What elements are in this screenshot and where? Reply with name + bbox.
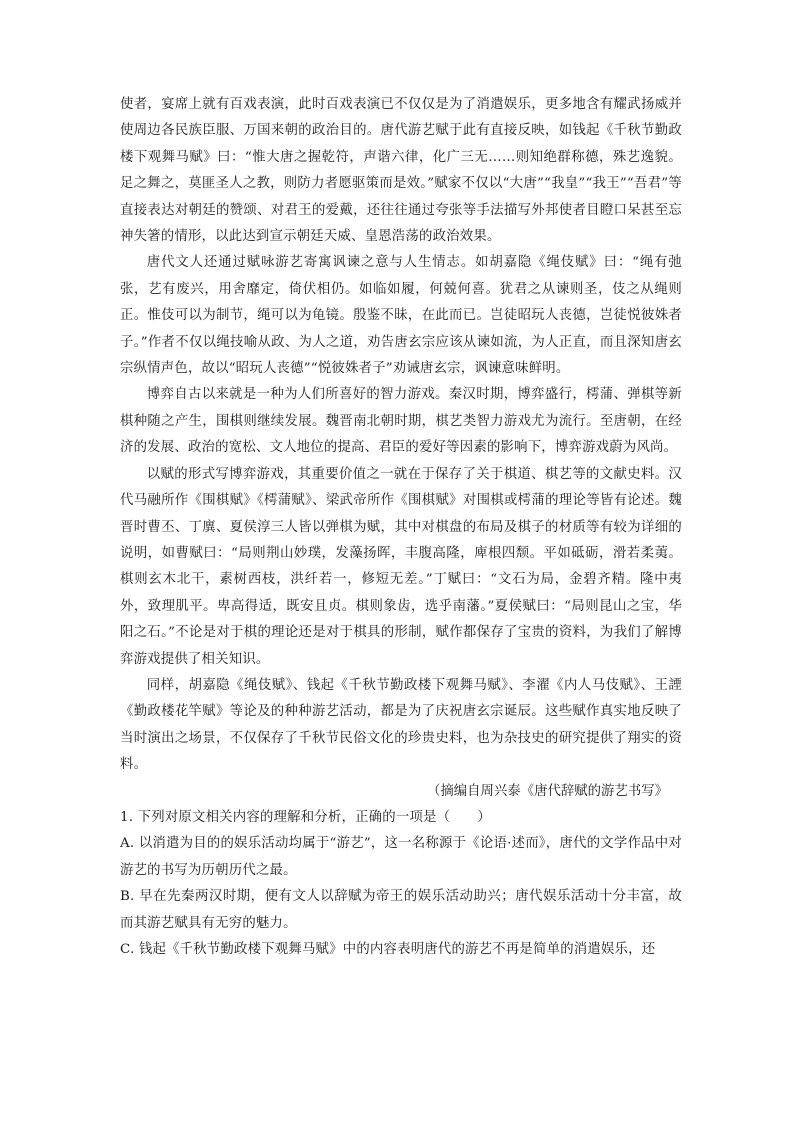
article-paragraph-5: 同样，胡嘉隐《绳伎赋》、钱起《千秋节勤政楼下观舞马赋》、李濯《内人马伎赋》、王諲《勤政楼花竿赋》等论及的种种游艺活动，都是为了庆祝唐玄宗诞辰。这些赋作真实地反映了当时演出之场景，不仅保存了千秋节民俗文化的珍贵史料，也为杂技史的研究提供了翔实的资料。 xyxy=(120,677,682,773)
question-stem: 1. 下列对原文相关内容的理解和分析，正确的一项是（ ） xyxy=(120,809,491,825)
article-source-citation: （摘编自周兴泰《唐代辞赋的游艺书写》 xyxy=(426,783,668,799)
article-paragraph-3: 博弈自古以来就是一种为人们所喜好的智力游戏。秦汉时期，博弈盛行，樗蒲、弹棋等新棋种随之产生，围棋则继续发展。魏晋南北朝时期，棋艺类智力游戏尤为流行。至唐朝，在经济的发展、政治的宽松、文人地位的提高、君臣的爱好等因素的影响下，博弈游戏蔚为风尚。 xyxy=(120,387,682,456)
article-body xyxy=(120,92,682,805)
question-option-a: A. 以消遣为目的的娱乐活动均属于“游艺”，这一名称源于《论语·述而》，唐代的文学作品中对游艺的书写为历朝历代之最。 xyxy=(120,836,682,878)
article-paragraph-2: 唐代文人还通过赋咏游艺寄寓讽谏之意与人生情志。如胡嘉隐《绳伎赋》曰：“绳有弛张，艺有废兴，用舍靡定，倚伏相仍。如临如履，何兢何喜。犹君之从谏则圣，伎之从绳则正。惟伎可以为制节，绳可以为龟镜。殷鉴不昧，在此而已。岂徒昭玩人丧德，岂徒悦彼姝者子。”作者不仅以绳技喻从政、为人之道，劝告唐玄宗应该从谏如流，为人正直，而且深知唐玄宗纵情声色，故以“昭玩人丧德”“悦彼姝者子”劝诫唐玄宗，讽谏意味鲜明。 xyxy=(120,255,682,377)
question-option-c: C. 钱起《千秋节勤政楼下观舞马赋》中的内容表明唐代的游艺不再是简单的消遣娱乐，还 xyxy=(120,942,656,957)
question-block xyxy=(120,805,682,963)
document-page xyxy=(120,92,682,963)
article-paragraph-1: 使者，宴席上就有百戏表演，此时百戏表演已不仅仅是为了消遣娱乐，更多地含有耀武扬威并使周边各民族臣服、万国来朝的政治目的。唐代游艺赋于此有直接反映，如钱起《千秋节勤政楼下观舞马赋》曰：“惟大唐之握乾符，声谐六律，化广三无……则知绝群称德，殊艺逸貌。足之舞之，莫匪圣人之教，则防力者愿驱策而是效。”赋家不仅以“大唐”“我皇”“我王”“吾君”等直接表达对朝廷的赞颂、对君王的爱戴，还往往通过夸张等手法描写外邦使者目瞪口呆甚至忘神失箸的情形，以此达到宣示朝廷天威、皇恩浩荡的政治效果。 xyxy=(120,97,682,245)
article-paragraph-4: 以赋的形式写博弈游戏，其重要价值之一就在于保存了关于棋道、棋艺等的文献史料。汉代马融所作《围棋赋》《樗蒲赋》、梁武帝所作《围棋赋》对围棋或樗蒲的理论等皆有论述。魏晋时曹丕、丁廙、夏侯淳三人皆以弹棋为赋，其中对棋盘的布局及棋子的材质等有较为详细的说明，如曹赋曰：“局则荆山妙璞，发藻扬晖，丰腹高隆，庳根四颓。平如砥砺，滑若柔荑。棋则玄木北干，素树西枝，洪纤若一，修短无差。”丁赋曰：“文石为局，金碧齐精。隆中夷外，致理肌平。卑高得适，既安且贞。棋则象齿，选乎南藩。”夏侯赋曰：“局则昆山之宝，华阳之石。”不论是对于棋的理论还是对于棋具的形制，赋作都保存了宝贵的资料，为我们了解博弈游戏提供了相关知识。 xyxy=(120,466,682,667)
question-option-b: B. 早在先秦两汉时期，便有文人以辞赋为帝王的娱乐活动助兴；唐代娱乐活动十分丰富，故而其游艺赋具有无穷的魅力。 xyxy=(120,889,682,931)
